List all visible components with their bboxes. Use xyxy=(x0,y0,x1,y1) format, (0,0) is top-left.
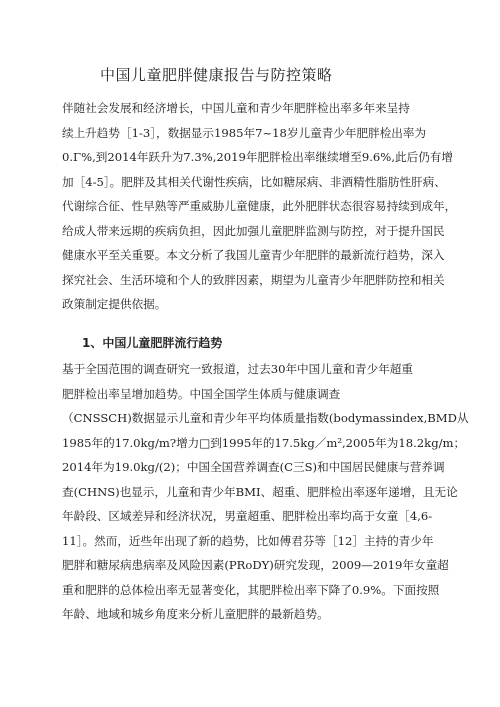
section-heading: 1、中国儿童肥胖流行趋势 xyxy=(82,336,223,350)
paragraph-line: 基于全国范围的调查研究一致报道，过去30年中国儿童和青少年超重 xyxy=(62,362,413,376)
paragraph-line: 加［4-5］。肥胖及其相关代谢性疾病，比如糖尿病、非酒精性脂肪性肝病、 xyxy=(62,174,446,189)
paragraph-line: 伴随社会发展和经济增长，中国儿童和青少年肥胖检出率多年来呈持 xyxy=(62,101,410,115)
paragraph-line: 重和肥胖的总体检出率无显著变化，其肥胖检出率下降了0.9%。下面按照 xyxy=(62,582,440,597)
paragraph-line: 年龄段、区域差异和经济状况，男童超重、肥胖检出率均高于女童［4,6- xyxy=(62,509,433,523)
paragraph-line: 续上升趋势［1-3］，数据显示1985年7~18岁儿童青少年肥胖检出率为 xyxy=(62,125,427,140)
paragraph-line: 2014年为19.0kg/(2)；中国全国营养调查(C三S)和中国居民健康与营养调 xyxy=(62,460,445,474)
document-title: 中国儿童肥胖健康报告与防控策略 xyxy=(100,66,333,84)
paragraph-line: （CNSSCH)数据显示儿童和青少年平均体质量指数(bodymassindex,BMD从 xyxy=(62,411,469,425)
paragraph-line: 代谢综合征、性早熟等严重威胁儿童健康，此外肥胖状态很容易持续到成年， xyxy=(62,199,457,213)
paragraph-line: 0.Γ%,到2014年跃升为7.3%,2019年肥胖检出率继续增至9.6%,此后仍有增 xyxy=(62,150,453,164)
paragraph-line: 健康水平至关重要。本文分析了我国儿童青少年肥胖的最新流行趋势，深入 xyxy=(62,248,445,262)
paragraph-line: 肥胖检出率呈增加趋势。中国全国学生体质与健康调查 xyxy=(62,386,341,401)
paragraph-line: 年龄、地域和城乡角度来分析儿童肥胖的最新趋势。 xyxy=(62,607,329,621)
paragraph-line: 政策制定提供依据。 xyxy=(62,297,167,311)
paragraph-line: 肥胖和糖尿病患病率及风险因素(PRoDY)研究发现，2009—2019年女童超 xyxy=(62,558,449,572)
trend-paragraph xyxy=(62,357,469,627)
paragraph-line: 给成人带来远期的疾病负担，因此加强儿童肥胖监测与防控，对于提升国民 xyxy=(62,223,445,238)
paragraph-line: 查(CHNS)也显示，儿童和青少年BMI、超重、肥胖检出率逐年递增，且无论 xyxy=(62,484,458,499)
paragraph-line: 11］。然而，近些年出现了新的趋势，比如傅君芬等［12］主持的青少年 xyxy=(62,533,434,548)
paragraph-line: 1985年的17.0kg/m?增力□到1995年的17.5kg／m²,2005年为18.2kg/m； xyxy=(62,435,466,450)
intro-paragraph xyxy=(62,96,457,317)
paragraph-line: 探究社会、生活环境和个人的致胖因素，期望为儿童青少年肥胖防控和相关 xyxy=(62,272,445,287)
